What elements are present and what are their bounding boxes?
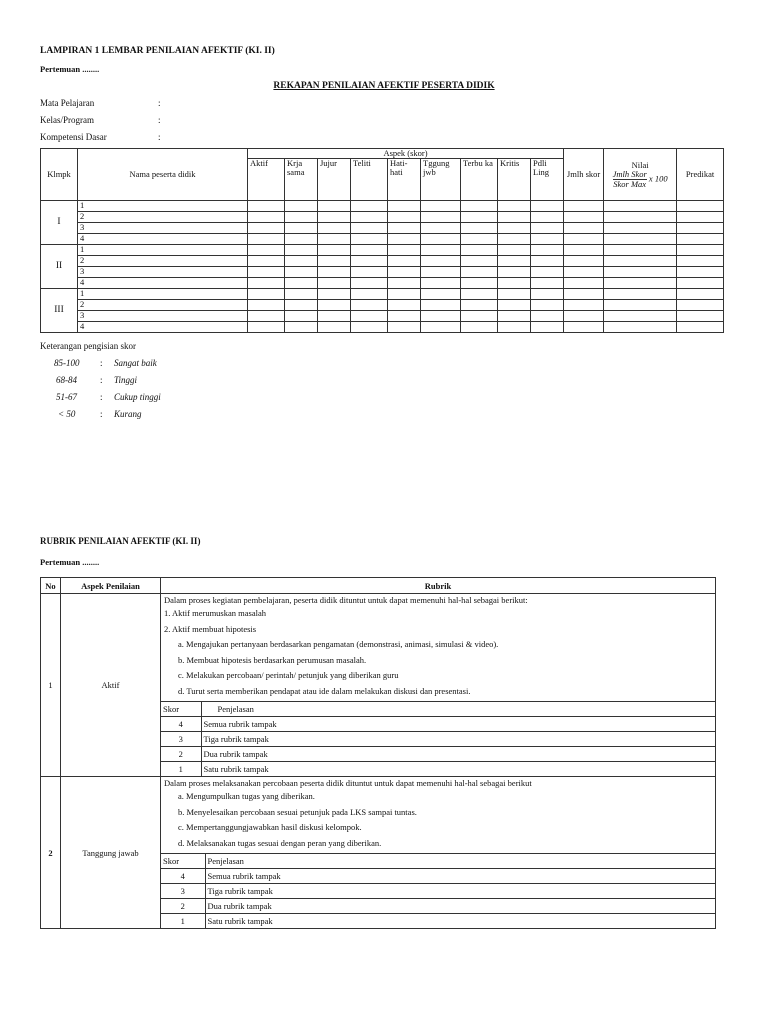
rubrik-no: 1 [41, 594, 61, 777]
score-cell [531, 278, 564, 289]
score-cell [564, 289, 604, 300]
score-cell [285, 267, 318, 278]
col-klmpk-header: Klmpk [41, 149, 78, 201]
rubrik-item: 2. Aktif membuat hipotesis [164, 623, 257, 634]
skor-value: 2 [161, 899, 205, 914]
score-cell [531, 201, 564, 212]
skor-value: 4 [161, 717, 201, 732]
score-cell [531, 245, 564, 256]
score-cell [531, 322, 564, 333]
rubrik-item: a. Mengajukan pertanyaan berdasarkan pengamatan (demonstrasi, animasi, simulasi & video). [178, 639, 499, 649]
score-cell [388, 223, 421, 234]
score-cell [564, 278, 604, 289]
skor-penjelasan: Dua rubrik tampak [205, 899, 715, 914]
penjelasan-header: Penjelasan [205, 854, 715, 869]
rubrik-no: 2 [41, 777, 61, 929]
score-cell [351, 311, 388, 322]
rubrik-items [161, 789, 715, 851]
score-cell [531, 267, 564, 278]
rubrik-content [161, 777, 716, 929]
score-cell [388, 212, 421, 223]
score-cell [461, 322, 498, 333]
score-cell [351, 256, 388, 267]
score-cell [285, 278, 318, 289]
score-cell [285, 234, 318, 245]
score-cell [351, 234, 388, 245]
score-cell [461, 256, 498, 267]
nilai-label: Nilai [631, 159, 649, 170]
field-label: Kompetensi Dasar [40, 132, 107, 142]
score-cell [421, 245, 461, 256]
rekap-row [41, 234, 724, 245]
skor-value: 1 [161, 914, 205, 929]
rekap-row [41, 212, 724, 223]
group-label: II [41, 245, 78, 289]
score-cell [498, 267, 531, 278]
score-cell [248, 278, 285, 289]
score-cell [248, 322, 285, 333]
score-cell [564, 223, 604, 234]
col-nama-header: Nama peserta didik [78, 149, 248, 201]
score-cell [564, 311, 604, 322]
keterangan-label: Sangat baik [114, 358, 157, 368]
score-cell [248, 223, 285, 234]
skor-penjelasan: Satu rubrik tampak [205, 914, 715, 929]
rubrik-item: 1. Aktif merumuskan masalah [164, 608, 266, 618]
rekap-row [41, 201, 724, 212]
score-cell [285, 289, 318, 300]
skor-penjelasan: Tiga rubrik tampak [201, 732, 715, 747]
score-cell [677, 201, 724, 212]
score-cell [421, 278, 461, 289]
rubrik-aspek: Aktif [61, 594, 161, 777]
score-cell [498, 311, 531, 322]
score-cell [604, 245, 677, 256]
score-cell [677, 311, 724, 322]
score-cell [318, 256, 351, 267]
score-cell [564, 212, 604, 223]
score-cell [604, 201, 677, 212]
skor-penjelasan: Semua rubrik tampak [205, 869, 715, 884]
score-cell [677, 322, 724, 333]
aspek-col-header: Pdli Ling [531, 159, 564, 201]
score-cell [285, 300, 318, 311]
score-cell [248, 267, 285, 278]
keterangan-range: 85-100 [54, 358, 80, 368]
aspek-col-header: Tggung jwb [421, 159, 461, 201]
rubrik-row [41, 777, 716, 929]
keterangan-label: Kurang [114, 409, 142, 419]
skor-header: Skor [161, 702, 201, 717]
aspek-col-header: Aktif [248, 159, 285, 201]
score-cell [285, 311, 318, 322]
score-cell [351, 267, 388, 278]
student-number: 4 [78, 322, 248, 333]
student-number: 2 [78, 212, 248, 223]
skor-penjelasan: Satu rubrik tampak [201, 762, 715, 777]
score-cell [604, 278, 677, 289]
score-cell [461, 212, 498, 223]
score-cell [531, 223, 564, 234]
score-cell [318, 223, 351, 234]
score-cell [318, 267, 351, 278]
score-cell [564, 256, 604, 267]
student-number: 3 [78, 223, 248, 234]
rubrik-intro: Dalam proses kegiatan pembelajaran, peserta didik dituntut untuk dapat memenuhi hal-hal sebagai berikut: [164, 595, 528, 605]
student-number: 2 [78, 256, 248, 267]
score-cell [351, 278, 388, 289]
score-cell [531, 256, 564, 267]
keterangan-item [54, 375, 214, 392]
score-cell [318, 212, 351, 223]
keterangan-range: 68-84 [56, 375, 77, 385]
aspek-col-header: Teliti [351, 159, 388, 201]
student-number: 4 [78, 234, 248, 245]
rubrik-intro: Dalam proses melaksanakan percobaan peserta didik dituntut untuk dapat memenuhi hal-hal sebagai berikut [164, 778, 532, 788]
score-cell [677, 245, 724, 256]
skor-penjelasan: Tiga rubrik tampak [205, 884, 715, 899]
student-number: 2 [78, 300, 248, 311]
score-cell [604, 289, 677, 300]
skor-header: Skor [161, 854, 205, 869]
score-cell [498, 245, 531, 256]
score-cell [285, 256, 318, 267]
score-cell [388, 234, 421, 245]
rubrik-items [161, 606, 715, 699]
score-cell [461, 278, 498, 289]
col-jumlah-header: Jmlh skor [564, 149, 604, 201]
score-cell [677, 278, 724, 289]
rubrik-item: b. Membuat hipotesis berdasarkan perumusan masalah. [178, 654, 367, 665]
score-cell [351, 245, 388, 256]
skor-value: 3 [161, 732, 201, 747]
score-cell [677, 289, 724, 300]
skor-value: 2 [161, 747, 201, 762]
score-cell [564, 234, 604, 245]
score-cell [351, 300, 388, 311]
student-number: 1 [78, 245, 248, 256]
keterangan-item [54, 358, 214, 375]
score-cell [461, 201, 498, 212]
rekap-row [41, 256, 724, 267]
score-cell [248, 234, 285, 245]
score-cell [531, 311, 564, 322]
score-cell [318, 278, 351, 289]
score-cell [388, 267, 421, 278]
student-number: 4 [78, 278, 248, 289]
keterangan-sep: : [100, 409, 103, 419]
field-list [40, 98, 240, 149]
score-cell [421, 322, 461, 333]
skor-value: 4 [161, 869, 205, 884]
keterangan-label: Tinggi [114, 375, 138, 385]
score-cell [498, 322, 531, 333]
rekap-row [41, 278, 724, 289]
skor-penjelasan: Semua rubrik tampak [201, 717, 715, 732]
score-cell [351, 289, 388, 300]
score-cell [248, 289, 285, 300]
rubrik-pertemuan: Pertemuan ........ [40, 557, 100, 567]
group-label: I [41, 201, 78, 245]
score-cell [604, 234, 677, 245]
col-aspek-header: Aspek (skor) [248, 149, 564, 159]
score-cell [677, 234, 724, 245]
col-nilai-header [604, 149, 677, 201]
score-cell [248, 256, 285, 267]
rekap-table [40, 148, 724, 333]
score-cell [388, 201, 421, 212]
rubrik-content [161, 594, 716, 777]
rubrik-aspek: Tanggung jawab [61, 777, 161, 929]
score-cell [388, 278, 421, 289]
score-cell [461, 234, 498, 245]
score-cell [677, 256, 724, 267]
keterangan-range: 51-67 [56, 392, 77, 402]
nilai-denominator: Skor Max [613, 178, 647, 189]
aspek-col-header: Terbu ka [461, 159, 498, 201]
keterangan-title: Keterangan pengisian skor [40, 341, 136, 351]
rubrik-item: c. Mempertanggungjawabkan hasil diskusi kelompok. [178, 822, 362, 832]
score-cell [351, 322, 388, 333]
rubrik-row [41, 594, 716, 777]
keterangan-sep: : [100, 375, 103, 385]
field-sep: : [158, 132, 161, 142]
score-cell [564, 322, 604, 333]
score-cell [498, 300, 531, 311]
score-cell [604, 311, 677, 322]
score-cell [531, 300, 564, 311]
aspek-col-header: Hati-hati [388, 159, 421, 201]
field-row [40, 115, 240, 132]
student-number: 1 [78, 201, 248, 212]
score-cell [677, 300, 724, 311]
score-cell [388, 300, 421, 311]
score-cell [421, 256, 461, 267]
aspek-col-header: Kritis [498, 159, 531, 201]
rubrik-title: RUBRIK PENILAIAN AFEKTIF (KI. II) [40, 536, 201, 546]
score-cell [461, 311, 498, 322]
score-cell [351, 223, 388, 234]
student-number: 3 [78, 267, 248, 278]
nilai-multiplier: x 100 [648, 172, 668, 183]
rekap-row [41, 267, 724, 278]
score-cell [285, 245, 318, 256]
score-cell [285, 223, 318, 234]
field-row [40, 132, 240, 149]
score-cell [248, 311, 285, 322]
rekap-row [41, 289, 724, 300]
rekap-row [41, 322, 724, 333]
student-number: 1 [78, 289, 248, 300]
score-cell [421, 267, 461, 278]
score-cell [498, 201, 531, 212]
rubrik-table [40, 577, 716, 929]
score-cell [461, 223, 498, 234]
score-cell [388, 311, 421, 322]
score-cell [421, 311, 461, 322]
score-cell [248, 201, 285, 212]
score-cell [677, 223, 724, 234]
score-cell [498, 278, 531, 289]
score-cell [388, 256, 421, 267]
score-cell [248, 212, 285, 223]
rubrik-item: d. Melaksanakan tugas sesuai dengan peran yang diberikan. [178, 837, 382, 848]
skor-table [161, 853, 715, 928]
score-cell [531, 234, 564, 245]
score-cell [564, 245, 604, 256]
col-rubrik-header: Rubrik [161, 578, 716, 594]
score-cell [604, 267, 677, 278]
keterangan-label: Cukup tinggi [114, 392, 161, 402]
score-cell [498, 223, 531, 234]
skor-value: 3 [161, 884, 205, 899]
score-cell [461, 245, 498, 256]
score-cell [318, 289, 351, 300]
field-row [40, 98, 240, 115]
rubrik-item: c. Melakukan percobaan/ perintah/ petunjuk yang diberikan guru [178, 670, 399, 680]
col-predikat-header: Predikat [677, 149, 724, 201]
score-cell [677, 212, 724, 223]
score-cell [531, 289, 564, 300]
score-cell [421, 234, 461, 245]
score-cell [318, 201, 351, 212]
score-cell [604, 300, 677, 311]
aspek-col-header: Krja sama [285, 159, 318, 201]
rubrik-item: d. Turut serta memberikan pendapat atau ide dalam melakukan diskusi dan presentasi. [178, 685, 471, 696]
student-number: 3 [78, 311, 248, 322]
pertemuan-label: Pertemuan ........ [40, 64, 100, 74]
col-aspek-penilaian-header: Aspek Penilaian [61, 578, 161, 594]
field-label: Mata Pelajaran [40, 98, 95, 108]
skor-table [161, 701, 715, 776]
group-label: III [41, 289, 78, 333]
score-cell [461, 267, 498, 278]
score-cell [564, 201, 604, 212]
keterangan-list [54, 358, 214, 426]
score-cell [461, 289, 498, 300]
score-cell [388, 245, 421, 256]
score-cell [421, 212, 461, 223]
penjelasan-header: Penjelasan [201, 702, 715, 717]
score-cell [285, 201, 318, 212]
skor-value: 1 [161, 762, 201, 777]
score-cell [604, 223, 677, 234]
rubrik-item: a. Mengumpulkan tugas yang diberikan. [178, 791, 315, 801]
score-cell [604, 256, 677, 267]
score-cell [248, 245, 285, 256]
score-cell [421, 223, 461, 234]
page-title: LAMPIRAN 1 LEMBAR PENILAIAN AFEKTIF (KI. II) [40, 46, 275, 56]
aspek-col-header: Jujur [318, 159, 351, 201]
rekap-row [41, 311, 724, 322]
score-cell [388, 322, 421, 333]
score-cell [318, 322, 351, 333]
score-cell [351, 212, 388, 223]
field-sep: : [158, 98, 161, 108]
score-cell [248, 300, 285, 311]
keterangan-sep: : [100, 358, 103, 368]
score-cell [461, 300, 498, 311]
rekap-row [41, 245, 724, 256]
rubrik-item: b. Menyelesaikan percobaan sesuai petunjuk pada LKS sampai tuntas. [178, 806, 417, 817]
score-cell [318, 245, 351, 256]
score-cell [498, 256, 531, 267]
score-cell [564, 300, 604, 311]
col-no-header: No [41, 578, 61, 594]
score-cell [318, 300, 351, 311]
score-cell [421, 300, 461, 311]
score-cell [285, 212, 318, 223]
keterangan-range: < 50 [58, 409, 76, 419]
skor-penjelasan: Dua rubrik tampak [201, 747, 715, 762]
score-cell [285, 322, 318, 333]
keterangan-item [54, 392, 214, 409]
score-cell [531, 212, 564, 223]
score-cell [604, 322, 677, 333]
field-sep: : [158, 115, 161, 125]
score-cell [421, 289, 461, 300]
rekap-title: REKAPAN PENILAIAN AFEKTIF PESERTA DIDIK [273, 81, 495, 91]
score-cell [351, 201, 388, 212]
rekap-row [41, 223, 724, 234]
nilai-numerator: Jmlh Skor [612, 168, 647, 179]
score-cell [677, 267, 724, 278]
keterangan-item [54, 409, 214, 426]
score-cell [318, 234, 351, 245]
score-cell [421, 201, 461, 212]
score-cell [388, 289, 421, 300]
score-cell [318, 311, 351, 322]
score-cell [498, 234, 531, 245]
keterangan-sep: : [100, 392, 103, 402]
field-label: Kelas/Program [40, 115, 94, 125]
score-cell [498, 289, 531, 300]
rekap-row [41, 300, 724, 311]
score-cell [604, 212, 677, 223]
nilai-formula [613, 170, 647, 189]
score-cell [564, 267, 604, 278]
score-cell [498, 212, 531, 223]
